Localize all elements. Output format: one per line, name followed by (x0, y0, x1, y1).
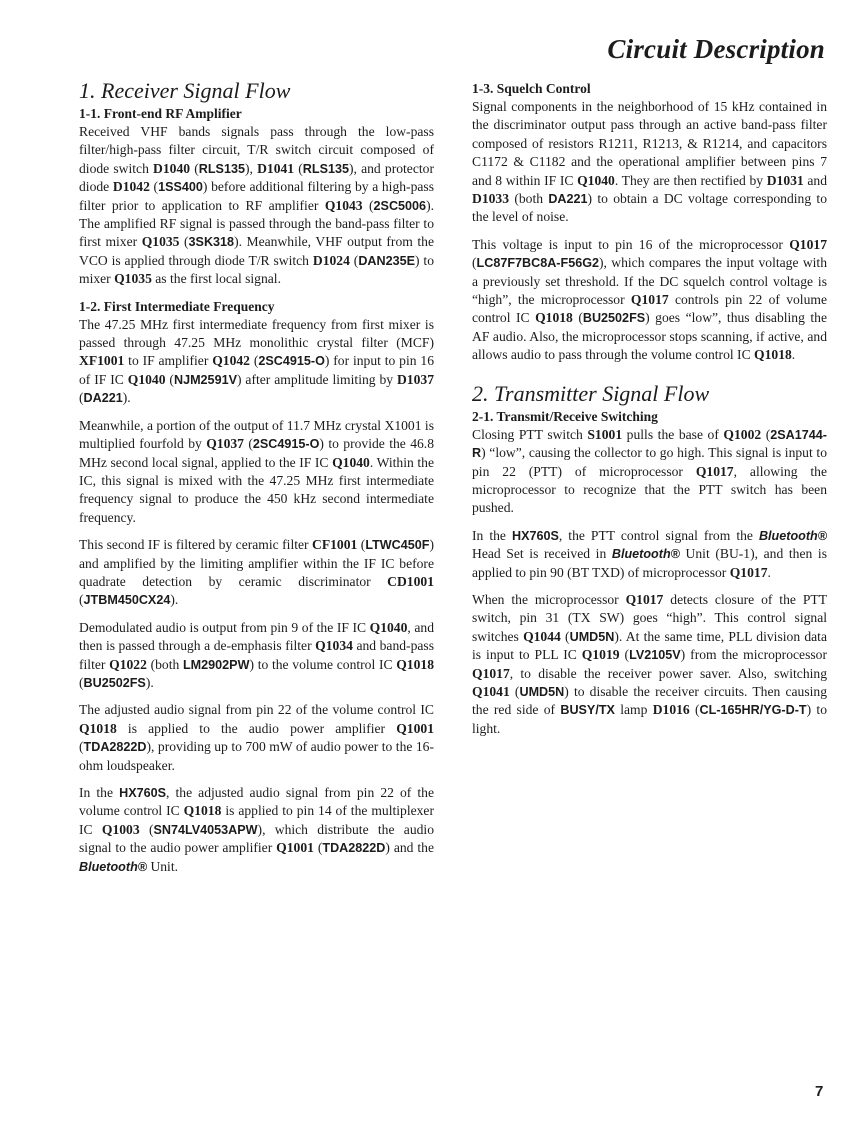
part-ref: Q1017 (789, 236, 827, 252)
text-run: In the (79, 785, 120, 800)
part-ref: Q1035 (141, 234, 180, 250)
text-run: ( (165, 371, 174, 387)
part-number: UMD5N (569, 629, 615, 644)
part-ref: Q1018 (183, 803, 222, 819)
text-run: ( (294, 160, 303, 176)
text-run: ) before additional filtering by a high-pass filter prior to application to RF amplifier (79, 179, 434, 213)
part-ref: Q1040 (369, 619, 408, 635)
part-number: TDA2822D (322, 841, 386, 856)
text-run: . (791, 347, 796, 363)
text-run: When the microprocessor (472, 591, 626, 607)
part-number: SN74LV4053APW (153, 822, 258, 837)
text-run: ( (190, 160, 199, 176)
text-run: ) to obtain a DC voltage corresponding to the level of noise. (472, 191, 827, 225)
text-run: This voltage is input to pin 16 of the microprocessor (472, 236, 790, 252)
paragraph (79, 123, 434, 289)
text-run: , the adjusted audio signal from pin 22 of the volume control IC (79, 785, 434, 819)
part-ref: D1033 (472, 191, 510, 207)
paragraph (472, 591, 827, 738)
text-run: ( (560, 628, 570, 644)
text-run: ) “low”, causing the collector to go high. This signal is input to pin 22 (PTT) of microprocessor (472, 445, 827, 479)
part-ref: Q1017 (630, 292, 669, 308)
text-run: . They are then rectified by (614, 172, 767, 188)
part-number: NJM2591V (173, 372, 237, 387)
text-run: ) to the volume control IC (249, 656, 397, 672)
section-heading-receiver: 1. Receiver Signal Flow (79, 78, 291, 103)
left-column (79, 78, 434, 885)
part-ref: Q1003 (101, 821, 140, 837)
text-run: ). (145, 674, 154, 690)
part-ref: Q1018 (79, 720, 117, 736)
brand-name: Bluetooth® (79, 859, 148, 874)
text-run: ( (139, 821, 154, 837)
part-number: UMD5N (519, 684, 565, 699)
part-ref: D1024 (312, 252, 350, 268)
text-run: ) for input to pin 16 of IF IC (79, 353, 434, 387)
part-number: DAN235E (358, 253, 416, 268)
part-number: 2SC4915-O (258, 354, 325, 369)
text-run: ( (572, 310, 583, 326)
paragraph (79, 417, 434, 527)
paragraph (472, 98, 827, 227)
text-run: (both (146, 656, 183, 672)
text-run: Meanwhile, a portion of the output of 11.7 MHz crystal X1001 is multiplied fourfold by (79, 417, 434, 452)
text-run: This second IF is filtered by ceramic filter (79, 537, 313, 553)
part-ref: D1037 (396, 371, 434, 387)
text-run: ( (761, 426, 771, 442)
text-run: ). (170, 592, 179, 608)
page-title: Circuit Description (607, 34, 825, 64)
part-ref: Q1018 (396, 656, 434, 672)
text-run: is applied to pin 14 of the multiplexer IC (79, 803, 434, 837)
text-run: detects closure of the PTT switch, pin 31 (TX SW) goes “high”. This control signal switches (472, 591, 827, 644)
text-run: ( (79, 674, 84, 690)
part-ref: D1016 (652, 702, 690, 718)
subsection-heading-first-if: 1-2. First Intermediate Frequency (79, 298, 275, 314)
part-ref: Q1042 (212, 353, 250, 369)
text-run: ), which distribute the audio signal to the audio power amplifier (79, 821, 434, 856)
part-ref: CF1001 (312, 537, 358, 553)
part-ref: Q1043 (324, 197, 363, 213)
part-ref: Q1017 (625, 591, 664, 607)
brand-name: Bluetooth® (758, 528, 827, 543)
subsection-body-first-if (79, 316, 434, 876)
section-heading-transmitter: 2. Transmitter Signal Flow (472, 380, 710, 406)
part-ref: Q1017 (472, 665, 510, 681)
text-run: ( (313, 840, 323, 856)
text-run: ), (244, 160, 258, 176)
text-run: (both (509, 191, 549, 207)
text-run: ). The amplified RF signal is passed through the band-pass filter to first mixer (79, 197, 434, 250)
text-run: ( (619, 647, 630, 663)
part-ref: D1040 (153, 160, 191, 176)
text-run: ( (689, 702, 700, 718)
text-run: ) and amplified by the limiting amplifier within the IF IC before quadrate detection by ceramic discriminator (79, 537, 434, 589)
text-run: Unit (BU-1), and then is applied to pin 90 (BT TXD) of microprocessor (472, 546, 827, 580)
text-run: ) after amplitude limiting by (236, 371, 397, 387)
text-run: ( (149, 179, 159, 195)
part-number: 2SC5006 (373, 198, 427, 213)
text-run: , to disable the receiver power saver. Also, switching (509, 665, 827, 681)
part-number: RLS135 (198, 161, 245, 176)
text-run: Closing PTT switch (472, 426, 588, 442)
part-number: HX760S (119, 786, 167, 800)
text-run: , and then is passed through a de-emphasis filter (79, 619, 434, 654)
text-run: lamp (614, 702, 653, 718)
text-run: ), which compares the input voltage with a previously set threshold. If the DC squelch control voltage is “high”, the microprocessor (472, 255, 827, 308)
text-run: Signal components in the neighborhood of 15 kHz contained in the discriminator output pass through an active band-pass filter composed of resistors R1211, R1213, & R1214, and capacitors C1172 & C1182 and the operational amplifier between pins 7 and 8 within IF IC (472, 99, 827, 188)
part-ref: CD1001 (387, 573, 434, 589)
part-number: 3SK318 (188, 235, 235, 250)
text-run: , allowing the microprocessor to recognize that the PTT switch has been pushed. (472, 463, 827, 516)
text-run: pulls the base of (622, 426, 724, 442)
part-number: TDA2822D (83, 740, 147, 755)
part-ref: Q1018 (535, 310, 573, 326)
part-number: LV2105V (629, 648, 681, 663)
part-number: BU2502FS (83, 675, 146, 690)
part-number: LM2902PW (182, 657, 250, 672)
part-ref: Q1035 (114, 271, 152, 287)
subsection-body-squelch (472, 98, 827, 365)
text-run: is applied to the audio power amplifier (116, 720, 397, 736)
part-ref: Q1017 (729, 564, 768, 580)
subsection-body-tr-switching (472, 426, 827, 739)
part-ref: Q1034 (315, 638, 353, 654)
part-number: BU2502FS (582, 311, 646, 326)
part-number: CL-165HR/YG-D-T (699, 703, 807, 718)
text-run: ) to disable the receiver circuits. Then causing the red side of (472, 683, 827, 718)
paragraph (79, 784, 434, 876)
text-run: ( (349, 252, 359, 268)
paragraph (79, 316, 434, 408)
text-run: and (803, 172, 827, 188)
text-run: ), and protector diode (79, 160, 434, 195)
text-run: to IF amplifier (124, 353, 213, 369)
part-number: LC87F7BC8A-F56G2 (476, 256, 600, 271)
part-number: JTBM450CX24 (83, 593, 171, 608)
text-run: ( (243, 436, 253, 452)
text-run: ( (509, 683, 520, 699)
text-run: ) to mixer (79, 252, 435, 287)
subsection-heading-front-end: 1-1. Front-end RF Amplifier (79, 106, 242, 121)
text-run: ). Meanwhile, VHF output from the VCO is applied through diode T/R switch (79, 234, 434, 268)
text-run: The adjusted audio signal from pin 22 of the volume control IC (79, 702, 434, 718)
part-ref: Q1040 (577, 172, 615, 188)
part-ref: XF1001 (79, 353, 125, 369)
subsection-body-front-end (79, 123, 434, 289)
paragraph (472, 527, 827, 582)
text-run: Received VHF bands signals pass through the low-pass filter/high-pass filter circuit, T/R switch circuit composed of diode switch (79, 124, 434, 176)
text-run: ( (362, 197, 374, 213)
paragraph (79, 536, 434, 610)
brand-name: Bluetooth® (611, 547, 680, 562)
part-number: DA221 (83, 391, 123, 406)
text-run: In the (472, 527, 512, 543)
paragraph (472, 236, 827, 365)
part-ref: Q1018 (754, 347, 792, 363)
right-column (472, 80, 827, 747)
text-run: , the PTT control signal from the (558, 527, 759, 543)
part-ref: Q1041 (472, 683, 510, 699)
part-number: RLS135 (302, 161, 349, 176)
text-run: ( (357, 537, 366, 553)
text-run: Demodulated audio is output from pin 9 of the IF IC (79, 619, 370, 635)
text-run: . (767, 564, 771, 580)
text-run: Head Set is received in (472, 546, 612, 562)
part-ref: Q1017 (695, 463, 734, 479)
text-run: ( (79, 739, 84, 755)
text-run: Unit. (147, 858, 179, 874)
text-run: ), providing up to 700 mW of audio power to the 16-ohm loudspeaker. (79, 739, 434, 773)
text-run: ) and the (385, 840, 434, 856)
part-number: 2SC4915-O (252, 437, 320, 452)
part-number: HX760S (511, 528, 559, 543)
part-ref: Q1040 (127, 371, 166, 387)
text-run: ). At the same time, PLL division data is input to PLL IC (472, 628, 827, 663)
paragraph (79, 701, 434, 775)
text-run: ( (79, 592, 84, 608)
subsection-heading-tr-switching: 2-1. Transmit/Receive Switching (472, 408, 658, 424)
part-number: LTWC450F (365, 538, 430, 553)
part-ref: D1041 (257, 160, 295, 176)
text-run: . Within the IC, this signal is mixed with the 47.25 MHz first intermediate frequency signal to produce the 450 kHz second intermediate frequency. (79, 454, 434, 525)
part-ref: Q1022 (109, 656, 147, 672)
part-number: 1SS400 (158, 180, 203, 195)
part-ref: Q1019 (581, 647, 620, 663)
text-run: ). (122, 390, 131, 406)
text-run: ) to light. (472, 702, 827, 736)
page-number: 7 (815, 1083, 824, 1100)
part-number: BUSY/TX (560, 703, 615, 718)
text-run: ) from the microprocessor (680, 647, 827, 663)
part-ref: Q1037 (206, 436, 244, 452)
text-run: ( (179, 234, 189, 250)
part-ref: Q1002 (723, 426, 762, 442)
part-number: 2SA1744-R (472, 427, 827, 461)
part-ref: Q1001 (276, 840, 314, 856)
text-run: as the first local signal. (151, 271, 281, 287)
part-ref: S1001 (587, 426, 623, 442)
part-ref: D1031 (766, 172, 804, 188)
part-number: DA221 (548, 192, 588, 207)
paragraph (472, 426, 827, 518)
text-run: ) goes “low”, thus disabling the AF audio. Also, the microprocessor stops scanning, if active, and allows audio to pass through the volume control IC (472, 310, 827, 363)
part-ref: Q1001 (396, 720, 434, 736)
text-run: ( (249, 353, 259, 369)
part-ref: Q1044 (523, 628, 561, 644)
text-run: ( (472, 255, 477, 271)
text-run: and band-pass filter (79, 638, 434, 672)
text-run: controls pin 22 of volume control IC (472, 292, 827, 326)
text-run: ) to provide the 46.8 MHz second local signal, applied to the IF IC (79, 436, 434, 470)
text-run: The 47.25 MHz first intermediate frequency from first mixer is passed through 47.25 MHz monolithic crystal filter (MCF) (79, 316, 434, 351)
subsection-heading-squelch: 1-3. Squelch Control (472, 81, 591, 96)
part-ref: D1042 (112, 179, 150, 195)
paragraph (79, 619, 434, 693)
text-run: ( (79, 390, 84, 406)
part-ref: Q1040 (332, 454, 370, 470)
